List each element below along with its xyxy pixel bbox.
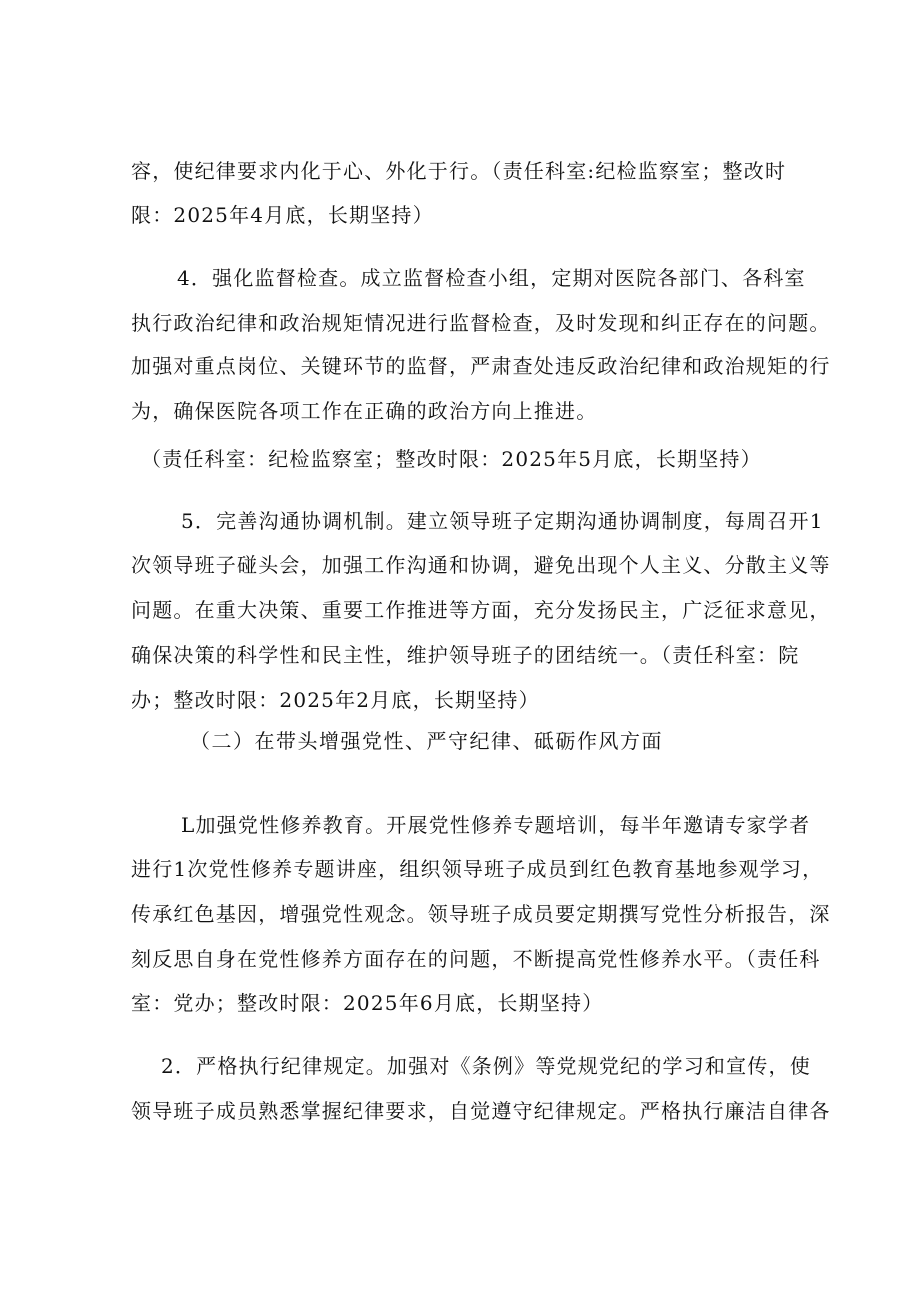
paragraph-5-start: 5．完善沟通协调机制。建立领导班子定期沟通协调制度，每周召开1 bbox=[181, 509, 824, 533]
text-line: 传承红色基因，增强党性观念。领导班子成员要定期撰写党性分析报告，深 bbox=[131, 902, 831, 926]
text-line: 限：2025年4月底，长期坚持） bbox=[131, 203, 434, 227]
paragraph-1-start: L加强党性修养教育。开展党性修养专题培训，每半年邀请专家学者 bbox=[181, 813, 811, 837]
text-line: 办；整改时限：2025年2月底，长期坚持） bbox=[131, 688, 540, 712]
text-line: 室：党办；整改时限：2025年6月底，长期坚持） bbox=[131, 991, 604, 1015]
text-line: 进行1次党性修养专题讲座，组织领导班子成员到红色教育基地参观学习， bbox=[131, 857, 824, 881]
text-line: 容，使纪律要求内化于心、外化于行。（责任科室:纪检监察室；整改时 bbox=[131, 159, 787, 183]
paragraph-2-start: 2．严格执行纪律规定。加强对《条例》等党规党纪的学习和宣传，使 bbox=[161, 1054, 811, 1078]
text-line: 领导班子成员熟悉掌握纪律要求，自觉遵守纪律规定。严格执行廉洁自律各 bbox=[131, 1099, 831, 1123]
text-line: 次领导班子碰头会，加强工作沟通和协调，避免出现个人主义、分散主义等 bbox=[131, 553, 831, 577]
text-line: （责任科室：纪检监察室；整改时限：2025年5月底，长期坚持） bbox=[141, 447, 762, 471]
text-line: 加强对重点岗位、关键环节的监督，严肃查处违反政治纪律和政治规矩的行 bbox=[131, 354, 831, 378]
section-heading: （二）在带头增强党性、严守纪律、砥砺作风方面 bbox=[190, 729, 663, 753]
paragraph-4-start: 4．强化监督检查。成立监督检查小组，定期对医院各部门、各科室 bbox=[177, 266, 806, 290]
text-line: 为，确保医院各项工作在正确的政治方向上推进。 bbox=[131, 399, 598, 423]
text-line: 执行政治纪律和政治规矩情况进行监督检查，及时发现和纠正存在的问题。 bbox=[131, 311, 831, 335]
text-line: 确保决策的科学性和民主性，维护领导班子的团结统一。（责任科室：院 bbox=[131, 643, 800, 667]
text-line: 问题。在重大决策、重要工作推进等方面，充分发扬民主，广泛征求意见， bbox=[131, 598, 831, 622]
text-line: 刻反思自身在党性修养方面存在的问题，不断提高党性修养水平。（责任科 bbox=[131, 947, 821, 971]
